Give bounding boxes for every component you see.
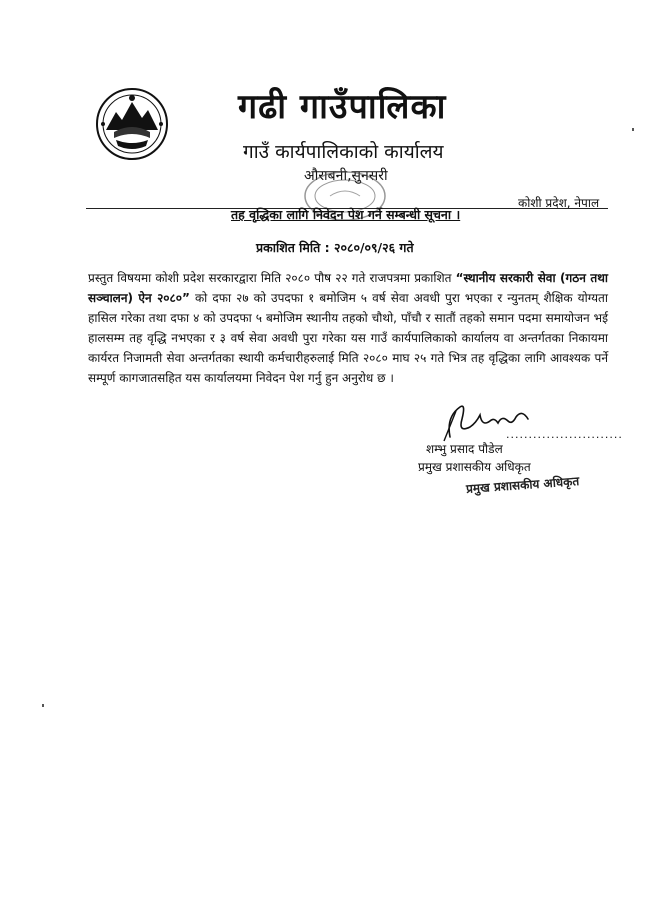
notice-body-part2: को दफा २७ को उपदफा १ बमोजिम ५ वर्ष सेवा अवधी पुरा भएका र न्युनतम् शैक्षिक योग्यता हासिल गरेका तथा दफा ४ को उपदफा ५ बमोजिम स्थानीय तहको चौथो, पाँचौ र सातौं तहको समान पदमा समायोजन भई हालसम्म तह वृद्धि नभएका र ३ वर्ष सेवा अवधी पुरा गरेका यस गाउँ कार्यपालिकाको कार्यालय वा अन्तर्गतका निकायमा कार्यरत निजामती सेवा अन्तर्गतका स्थायी कर्मचारीहरुलाई मिति २०८० माघ २५ गते भित्र तह वृद्धिका लागि आवश्यक पर्ने सम्पूर्ण कागजातसहित यस कार्यालयमा निवेदन पेश गर्नु हुन अनुरोध छ । (88, 291, 608, 385)
nepal-emblem-icon (94, 86, 170, 162)
scan-speck (42, 704, 44, 707)
publish-date: प्रकाशित मिति : २०८०/०९/२६ गते (256, 240, 414, 255)
notice-body-part1: प्रस्तुत विषयमा कोशी प्रदेश सरकारद्वारा मिति २०८० पौष २२ गते राजपत्रमा प्रकाशित (88, 271, 456, 285)
scan-speck (632, 128, 634, 131)
province-label: कोशी प्रदेश, नेपाल (518, 196, 600, 210)
signature-line: .......................... (506, 428, 623, 441)
signatory-name: शम्भु प्रसाद पौडेल (426, 442, 503, 456)
signatory-role: प्रमुख प्रशासकीय अधिकृत (418, 460, 531, 474)
signatory-stamp: प्रमुख प्रशासकीय अधिकृत (465, 474, 580, 496)
office-location: औराबनी,सुनसरी (304, 168, 388, 184)
notice-subject: तह वृद्धिका लागि निवेदन पेश गर्ने सम्बन्धी सूचना । (231, 207, 461, 222)
notice-body (88, 268, 608, 388)
act-name: “स्थानीय सरकारी सेवा (गठन तथा सञ्चालन) ऐन २०८०” (88, 271, 609, 305)
office-subtitle: गाउँ कार्यपालिकाको कार्यालय (243, 141, 444, 163)
municipality-title: गढी गाउँपालिका (238, 87, 447, 127)
